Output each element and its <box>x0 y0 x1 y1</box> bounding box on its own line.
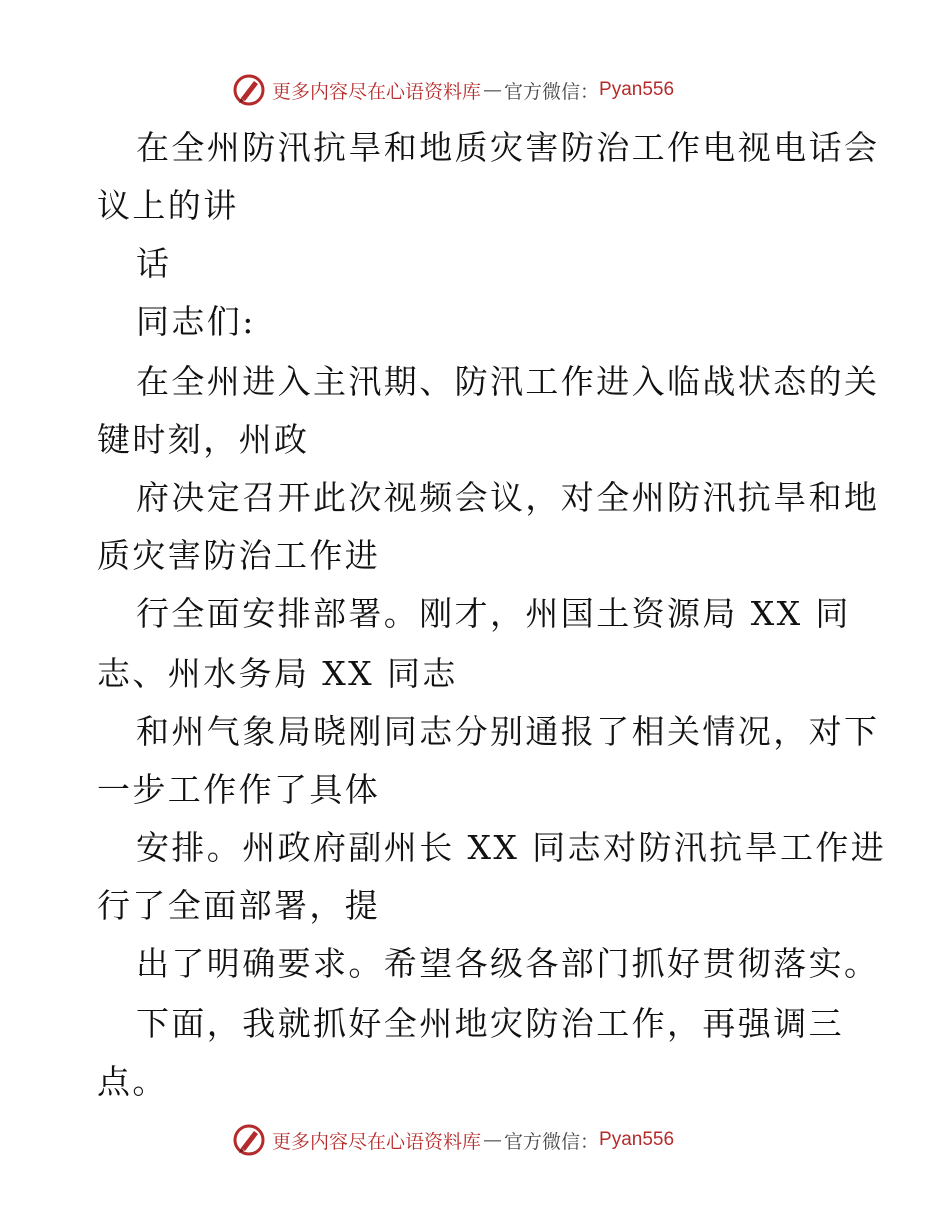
doc-line: 出了明确要求。希望各级各部门抓好贯彻落实。 <box>136 944 880 983</box>
watermark-separator: — <box>483 79 503 101</box>
header-watermark <box>232 70 752 110</box>
watermark-text: 更多内容尽在心语资料库 <box>272 80 482 103</box>
watermark-separator: — <box>483 1129 503 1151</box>
wechat-label: 官方微信： <box>504 1130 600 1153</box>
doc-line: 志、州水务局 XX 同志 <box>97 654 458 693</box>
doc-line: 下面，我就抓好全州地灾防治工作，再强调三 <box>136 1004 844 1043</box>
wechat-id: Pyan556 <box>599 1129 675 1150</box>
doc-line: 安排。州政府副州长 XX 同志对防汛抗旱工作进 <box>136 828 887 867</box>
doc-line: 质灾害防治工作进 <box>97 536 381 575</box>
doc-line: 在全州进入主汛期、防汛工作进入临战状态的关 <box>136 362 880 401</box>
doc-line: 在全州防汛抗旱和地质灾害防治工作电视电话会 <box>136 128 880 167</box>
doc-line: 府决定召开此次视频会议，对全州防汛抗旱和地 <box>136 478 880 517</box>
doc-line: 键时刻，州政 <box>97 420 310 459</box>
doc-line: 行了全面部署，提 <box>97 886 381 925</box>
wechat-id: Pyan556 <box>599 79 675 100</box>
doc-line: 话 <box>136 244 172 283</box>
doc-line: 点。 <box>97 1062 168 1101</box>
pen-logo-icon <box>232 73 266 107</box>
doc-line: 一步工作作了具体 <box>97 770 381 809</box>
footer-watermark <box>232 1120 752 1160</box>
doc-line: 行全面安排部署。刚才，州国土资源局 XX 同 <box>136 594 851 633</box>
doc-line: 议上的讲 <box>97 186 239 225</box>
watermark-text: 更多内容尽在心语资料库 <box>272 1130 482 1153</box>
doc-line: 和州气象局晓刚同志分别通报了相关情况，对下 <box>136 712 880 751</box>
wechat-label: 官方微信： <box>504 80 600 103</box>
pen-logo-icon <box>232 1123 266 1157</box>
doc-line: 同志们: <box>136 302 256 341</box>
